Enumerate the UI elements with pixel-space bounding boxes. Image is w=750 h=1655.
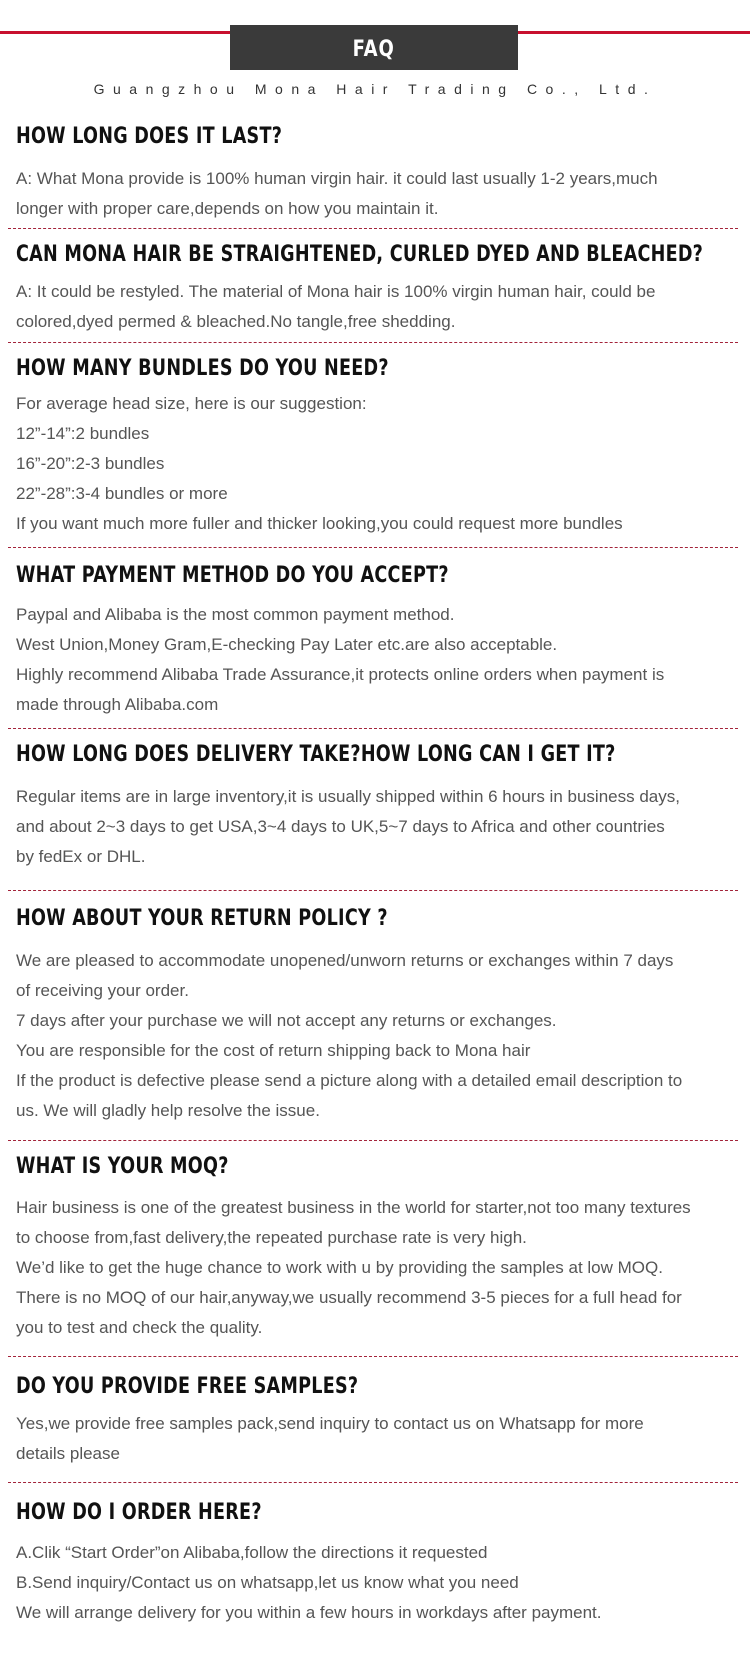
faq-divider bbox=[8, 1356, 738, 1357]
answer-line: 22”-28”:3-4 bundles or more bbox=[16, 484, 228, 503]
company-name: Guangzhou Mona Hair Trading Co., Ltd. bbox=[93, 81, 657, 97]
answer-line: Hair business is one of the greatest business in the world for starter,not too many textures bbox=[16, 1198, 691, 1217]
faq-divider bbox=[8, 1482, 738, 1483]
answer-line: There is no MOQ of our hair,anyway,we usually recommend 3-5 pieces for a full head for bbox=[16, 1288, 682, 1307]
answer-line: If the product is defective please send a picture along with a detailed email description to bbox=[16, 1071, 683, 1090]
faq-question-4: WHAT PAYMENT METHOD DO YOU ACCEPT? bbox=[16, 563, 449, 588]
faq-divider bbox=[8, 1140, 738, 1141]
faq-question-9: HOW DO I ORDER HERE? bbox=[16, 1500, 262, 1525]
faq-question-7: WHAT IS YOUR MOQ? bbox=[16, 1154, 229, 1179]
answer-line: and about 2~3 days to get USA,3~4 days to UK,5~7 days to Africa and other countries bbox=[16, 817, 665, 836]
faq-answer-5 bbox=[16, 782, 736, 872]
answer-line: 16”-20”:2-3 bundles bbox=[16, 454, 165, 473]
answer-line: We are pleased to accommodate unopened/unworn returns or exchanges within 7 days bbox=[16, 951, 674, 970]
answer-line: you to test and check the quality. bbox=[16, 1318, 263, 1337]
answer-line: 12”-14”:2 bundles bbox=[16, 424, 150, 443]
answer-line: us. We will gladly help resolve the issue. bbox=[16, 1101, 320, 1120]
answer-line: If you want much more fuller and thicker looking,you could request more bundles bbox=[16, 514, 623, 533]
answer-line: We will arrange delivery for you within a few hours in workdays after payment. bbox=[16, 1603, 602, 1622]
answer-line: to choose from,fast delivery,the repeated purchase rate is very high. bbox=[16, 1228, 527, 1247]
page-title: FAQ bbox=[352, 37, 395, 62]
answer-line: Regular items are in large inventory,it is usually shipped within 6 hours in business days, bbox=[16, 787, 680, 806]
faq-divider bbox=[8, 547, 738, 548]
answer-line: You are responsible for the cost of return shipping back to Mona hair bbox=[16, 1041, 531, 1060]
faq-question-1: HOW LONG DOES IT LAST? bbox=[16, 124, 283, 149]
answer-line: Paypal and Alibaba is the most common payment method. bbox=[16, 605, 455, 624]
faq-answer-3 bbox=[16, 389, 736, 539]
answer-line: colored,dyed permed & bleached.No tangle,free shedding. bbox=[16, 312, 456, 331]
faq-answer-8 bbox=[16, 1409, 736, 1469]
faq-question-3: HOW MANY BUNDLES DO YOU NEED? bbox=[16, 356, 389, 381]
answer-line: longer with proper care,depends on how you maintain it. bbox=[16, 199, 439, 218]
answer-line: 7 days after your purchase we will not accept any returns or exchanges. bbox=[16, 1011, 557, 1030]
answer-line: A: What Mona provide is 100% human virgin hair. it could last usually 1-2 years,much bbox=[16, 169, 658, 188]
faq-question-5: HOW LONG DOES DELIVERY TAKE?HOW LONG CAN I GET IT? bbox=[16, 742, 616, 767]
faq-answer-1 bbox=[16, 164, 736, 224]
answer-line: details please bbox=[16, 1444, 120, 1463]
faq-answer-7 bbox=[16, 1193, 736, 1343]
faq-header-box bbox=[230, 25, 518, 70]
answer-line: We’d like to get the huge chance to work with u by providing the samples at low MOQ. bbox=[16, 1258, 663, 1277]
faq-question-8: DO YOU PROVIDE FREE SAMPLES? bbox=[16, 1374, 359, 1399]
faq-divider bbox=[8, 228, 738, 229]
answer-line: A.Clik “Start Order”on Alibaba,follow the directions it requested bbox=[16, 1543, 488, 1562]
faq-divider bbox=[8, 342, 738, 343]
faq-answer-4 bbox=[16, 600, 736, 720]
faq-answer-6 bbox=[16, 946, 736, 1126]
answer-line: West Union,Money Gram,E-checking Pay Later etc.are also acceptable. bbox=[16, 635, 558, 654]
faq-question-2: CAN MONA HAIR BE STRAIGHTENED, CURLED DYED AND BLEACHED? bbox=[16, 242, 704, 267]
answer-line: Yes,we provide free samples pack,send inquiry to contact us on Whatsapp for more bbox=[16, 1414, 644, 1433]
faq-divider bbox=[8, 890, 738, 891]
faq-answer-9 bbox=[16, 1538, 736, 1628]
answer-line: made through Alibaba.com bbox=[16, 695, 219, 714]
faq-answer-2 bbox=[16, 277, 736, 337]
answer-line: of receiving your order. bbox=[16, 981, 189, 1000]
faq-divider bbox=[8, 728, 738, 729]
answer-line: by fedEx or DHL. bbox=[16, 847, 146, 866]
answer-line: B.Send inquiry/Contact us on whatsapp,let us know what you need bbox=[16, 1573, 519, 1592]
faq-question-6: HOW ABOUT YOUR RETURN POLICY ? bbox=[16, 906, 388, 931]
answer-line: A: It could be restyled. The material of Mona hair is 100% virgin human hair, could be bbox=[16, 282, 656, 301]
answer-line: For average head size, here is our suggestion: bbox=[16, 394, 367, 413]
answer-line: Highly recommend Alibaba Trade Assurance,it protects online orders when payment is bbox=[16, 665, 665, 684]
